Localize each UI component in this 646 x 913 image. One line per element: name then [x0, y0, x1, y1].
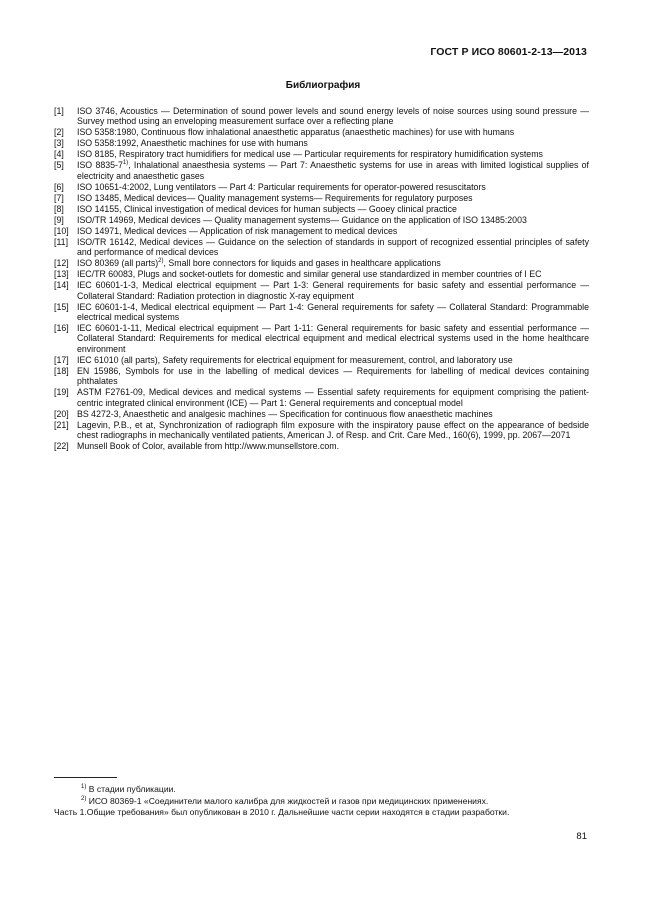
- entry-number: [7]: [54, 192, 64, 203]
- entry-number: [13]: [54, 269, 69, 280]
- footnote-reference: 1): [122, 160, 129, 167]
- entry-number: [14]: [54, 280, 69, 291]
- footnote-mark: 2): [81, 795, 87, 802]
- entry-number: [11]: [54, 236, 69, 247]
- entry-text: [77, 387, 589, 408]
- footnotes: [54, 784, 589, 819]
- entry-text: [77, 420, 589, 441]
- entry-title: ISO 10651-4:2002, Lung ventilators — Part 4: Particular requirements for operator-powered resuscitators: [77, 181, 486, 192]
- bibliography-entry: [54, 237, 589, 258]
- bibliography-entry: [54, 193, 589, 203]
- entry-number: [6]: [54, 181, 64, 192]
- entry-text: [77, 193, 589, 203]
- entry-text: [77, 149, 589, 159]
- entry-title: , Inhalational anaesthesia systems — Part 7: Anaesthetic systems for use in areas with limited logistical supplies of electricity and anaesthetic gases: [77, 160, 589, 181]
- entry-text: [77, 258, 589, 268]
- bibliography-entry: [54, 215, 589, 225]
- entry-title: EN 15986, Symbols for use in the labelling of medical devices — Requirements for labelling of medical devices containing phthalates: [77, 365, 589, 387]
- entry-designation: ISO 8835-7: [77, 160, 123, 171]
- bibliography-entry: [54, 149, 589, 159]
- bibliography-entry: [54, 302, 589, 323]
- entry-title: ISO/TR 14969, Medical devices — Quality management systems— Guidance on the application of ISO 13485:2003: [77, 214, 527, 225]
- entry-number: [22]: [54, 441, 69, 452]
- entry-title: ISO 5358:1980, Continuous flow inhalational anaesthetic apparatus (anaesthetic machines) for use with humans: [77, 127, 515, 138]
- footnote-1: [54, 784, 589, 796]
- entry-title: BS 4272-3, Anaesthetic and analgesic machines — Specification for continuous flow anaesthetic machines: [77, 408, 493, 419]
- entry-title: ISO 5358:1992, Anaesthetic machines for use with humans: [77, 138, 308, 149]
- entry-title: ISO 13485, Medical devices— Quality management systems— Requirements for regulatory purposes: [77, 192, 473, 203]
- entry-number: [17]: [54, 354, 69, 365]
- bibliography-entry: [54, 106, 589, 127]
- entry-number: [8]: [54, 203, 64, 214]
- section-title: Библиография: [285, 80, 361, 91]
- bibliography-entry: [54, 204, 589, 214]
- bibliography-entry: [54, 441, 589, 451]
- entry-number: [5]: [54, 160, 64, 171]
- bibliography-entry: [54, 323, 589, 354]
- bibliography-entry: [54, 127, 589, 137]
- bibliography-entry: [54, 258, 589, 268]
- entry-title: , Small bore connectors for liquids and gases in healthcare applications: [163, 258, 441, 269]
- entry-text: [77, 355, 589, 365]
- entry-number: [4]: [54, 149, 64, 160]
- entry-title: ISO/TR 16142, Medical devices — Guidance on the selection of standards in support of recognized essential principles of safety and performance of medical devices: [77, 236, 589, 258]
- entry-title: IEC 60601-1-11, Medical electrical equipment — Part 1-11: General requirements for basic safety and essential performance — Collateral Standard: Requirements for medical electrical equipment and medical electrical systems used in the home healthcare environment: [77, 323, 589, 354]
- entry-number: [21]: [54, 419, 69, 430]
- bibliography-entry: [54, 355, 589, 365]
- footnote-text: В стадии публикации.: [88, 784, 176, 794]
- entry-number: [20]: [54, 408, 69, 419]
- entry-number: [16]: [54, 323, 69, 334]
- bibliography-entry: [54, 226, 589, 236]
- entry-text: [77, 237, 589, 258]
- entry-title: IEC/TR 60083, Plugs and socket-outlets for domestic and similar general use standardized in member countries of I EC: [77, 269, 542, 280]
- bibliography-entry: [54, 387, 589, 408]
- bibliography-entry: [54, 366, 589, 387]
- bibliography-entry: [54, 420, 589, 441]
- footnote-2-continuation: Часть 1.Общие требования» был опубликован в 2010 г. Дальнейшие части серии находятся в стадии разработки.: [54, 807, 510, 817]
- page-number: 81: [576, 831, 587, 842]
- entry-title: ISO 3746, Acoustics — Determination of sound power levels and sound energy levels of noise sources using sound pressure — Survey method using an enveloping measurement surface over a reflecting plane: [77, 106, 589, 127]
- entry-text: [77, 366, 589, 387]
- entry-title: Lagevin, P.B., et at, Synchronization of radiograph film exposure with the inspiratory pause effect on the appearance of bedside chest radiographs in mechanically ventilated patients, American J. of Resp. and Crit. Care Med., 160(6), 1999, pp. 2067—2071: [77, 419, 589, 441]
- entry-title: IEC 60601-1-3, Medical electrical equipment — Part 1-3: General requirements for basic safety and essential performance — Collateral Standard: Radiation protection in diagnostic X-ray equipment: [77, 280, 589, 301]
- entry-number: [10]: [54, 225, 69, 236]
- footnote-separator: [54, 777, 117, 778]
- bibliography-entry: [54, 409, 589, 419]
- footnote-mark: 1): [81, 784, 87, 791]
- entry-number: [12]: [54, 258, 69, 269]
- entry-text: [77, 106, 589, 127]
- entry-number: [18]: [54, 365, 69, 376]
- entry-number: [1]: [54, 106, 64, 116]
- entry-title: ISO 8185, Respiratory tract humidifiers for medical use — Particular requirements for respiratory humidification systems: [77, 149, 543, 160]
- entry-number: [3]: [54, 138, 64, 149]
- entry-number: [2]: [54, 127, 64, 138]
- entry-title: ISO 14155, Clinical investigation of medical devices for human subjects — Gooey clinical practice: [77, 203, 457, 214]
- entry-number: [19]: [54, 387, 69, 398]
- entry-text: [77, 269, 589, 279]
- entry-title: ISO 14971, Medical devices — Application of risk management to medical devices: [77, 225, 398, 236]
- footnote-2: [54, 796, 589, 808]
- entry-text: [77, 160, 589, 181]
- entry-text: [77, 441, 589, 451]
- entry-number: [9]: [54, 214, 64, 225]
- entry-text: [77, 226, 589, 236]
- bibliography-entry: [54, 280, 589, 301]
- entry-text: [77, 280, 589, 301]
- entry-designation: ISO 80369 (all parts): [77, 258, 159, 269]
- entry-number: [15]: [54, 301, 69, 312]
- entry-text: [77, 138, 589, 148]
- document-code-header: ГОСТ Р ИСО 80601-2-13—2013: [430, 46, 587, 58]
- entry-title: IEC 61010 (all parts), Safety requirements for electrical equipment for measurement, control, and laboratory use: [77, 354, 513, 365]
- footnote-reference: 2): [158, 258, 164, 265]
- entry-text: [77, 215, 589, 225]
- entry-title: ASTM F2761-09, Medical devices and medical systems — Essential safety requirements for equipment comprising the patient-centric integrated clinical environment (ICE) — Part 1: General requirements and conceptual model: [77, 387, 589, 408]
- entry-text: [77, 127, 589, 137]
- bibliography-entry: [54, 138, 589, 148]
- entry-text: [77, 302, 589, 323]
- bibliography-entry: [54, 269, 589, 279]
- entry-title: IEC 60601-1-4, Medical electrical equipment — Part 1-4: General requirements for safety — Collateral Standard: Programmable electrical medical systems: [77, 301, 589, 323]
- entry-text: [77, 182, 589, 192]
- bibliography-entry: [54, 182, 589, 192]
- entry-text: [77, 409, 589, 419]
- entry-text: [77, 323, 589, 354]
- bibliography-entry: [54, 160, 589, 181]
- entry-title: Munsell Book of Color, available from http://www.munsellstore.com.: [77, 441, 340, 452]
- bibliography-list: [54, 106, 589, 452]
- footnote-text: ИСО 80369-1 «Соединители малого калибра для жидкостей и газов при медицинских применениях.: [88, 795, 489, 806]
- entry-text: [77, 204, 589, 214]
